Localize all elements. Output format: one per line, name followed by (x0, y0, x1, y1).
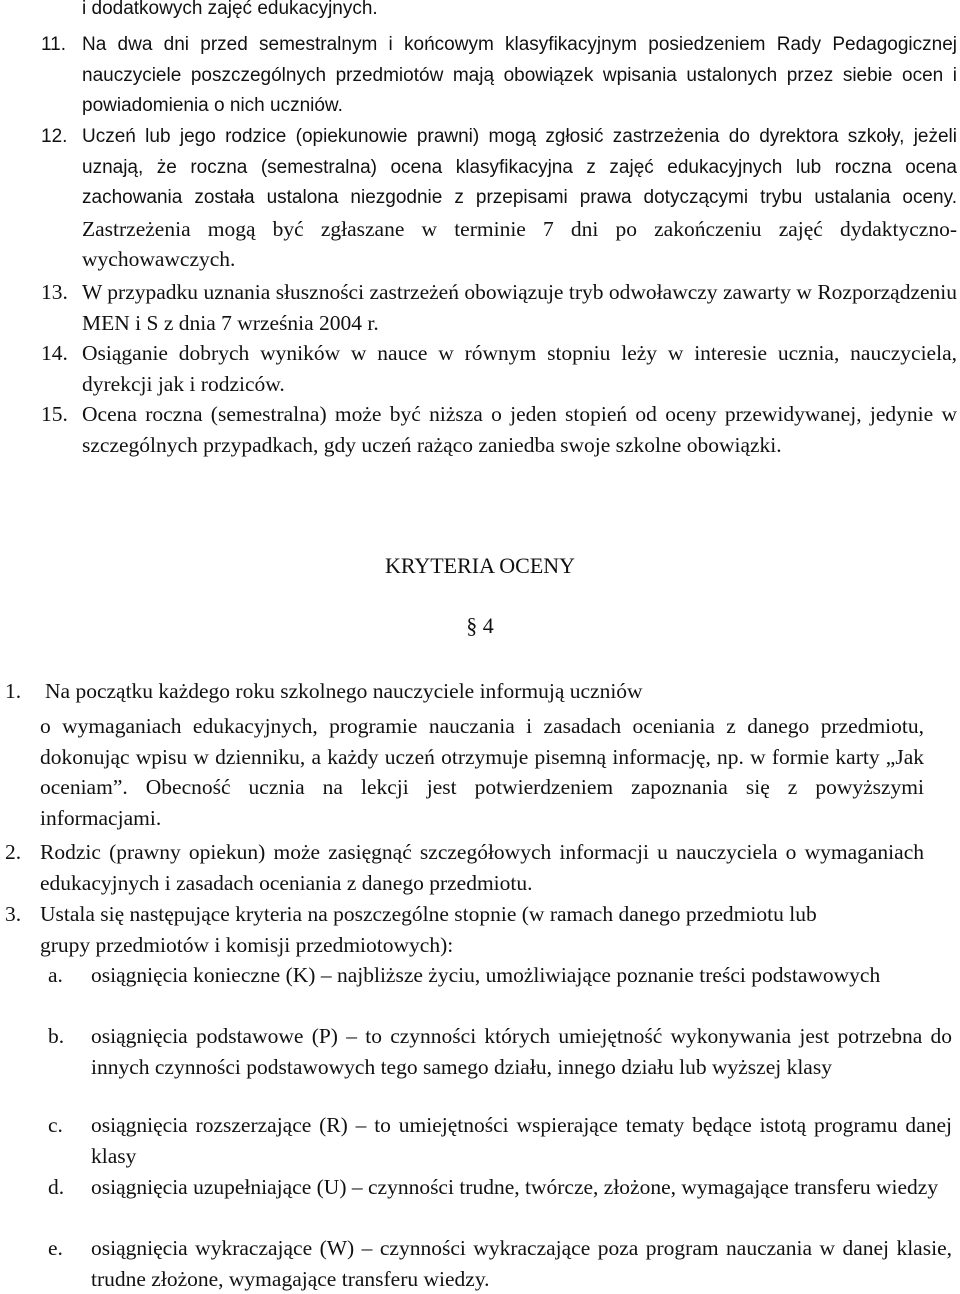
item-number: 12. (41, 126, 68, 147)
item-text: Na dwa dni przed semestralnym i końcowym klasyfikacyjnym posiedzeniem Rady Pedagogicznej nauczyciele poszczególnych przedmiotów mają obowiązek wpisania ustalonych przez siebie ocen i powiadomienia o nich uczniów. (82, 34, 957, 116)
item-first-line: Na początku każdego roku szkolnego nauczyciele informują uczniów (45, 679, 643, 703)
criteria-item-1 (5, 676, 935, 707)
subitem-letter: b. (48, 1024, 65, 1048)
item-text: Ocena roczna (semestralna) może być niższa o jeden stopień od oceny przewidywanej, jedynie w szczególnych przypadkach, gdy uczeń rażąco zaniedba swoje szkolne obowiązki. (82, 402, 957, 457)
list-item-12 (41, 122, 957, 275)
item-number: 2. (5, 840, 22, 864)
continuation-line: i dodatkowych zajęć edukacyjnych. (82, 0, 378, 19)
section-heading (0, 553, 960, 579)
subitem-letter: a. (48, 963, 63, 987)
subitem-text: osiągnięcia rozszerzające (R) – to umiejętności wspierające tematy będące istotą programu danej klasy (91, 1113, 952, 1168)
criteria-item-3 (5, 899, 845, 960)
subitem-b (48, 1021, 960, 1082)
list-item-14 (41, 338, 957, 399)
item-text: W przypadku uznania słuszności zastrzeżeń obowiązuje tryb odwoławczy zawarty w Rozporządzeniu MEN i S z dnia 7 września 2004 r. (82, 280, 957, 335)
subitem-text: osiągnięcia podstawowe (P) – to czynności których umiejętność wykonywania jest potrzebna do innych czynności podstawowych tego samego działu, innego działu lub wyższej klasy (91, 1024, 952, 1079)
list-item-13 (41, 277, 957, 338)
item-number: 11. (41, 34, 67, 55)
subitem-letter: d. (48, 1175, 65, 1199)
heading-text: KRYTERIA OCENY (384, 553, 576, 578)
subitem-letter: e. (48, 1236, 63, 1260)
list-item-15 (41, 399, 957, 460)
item-number: 1. (5, 679, 22, 703)
item-text-serif-part: Zastrzeżenia mogą być zgłaszane w terminie 7 dni po zakończeniu zajęć dydaktyczno-wychowawczych. (82, 216, 957, 271)
item-text: Osiąganie dobrych wyników w nauce w równym stopniu leży w interesie ucznia, nauczyciela, dyrekcji jak i rodziców. (82, 341, 957, 396)
item-number: 15. (41, 402, 68, 426)
list-item-11 (41, 30, 957, 122)
paragraph-sign: § 4 (466, 613, 494, 638)
subitem-text: osiągnięcia uzupełniające (U) – czynności trudne, twórcze, złożone, wymagające transferu wiedzy (91, 1175, 939, 1199)
item-number: 3. (5, 902, 22, 926)
subitem-c (48, 1110, 960, 1171)
item-text: Rodzic (prawny opiekun) może zasięgnąć szczegółowych informacji u nauczyciela o wymaganiach edukacyjnych i zasadach oceniania z danego przedmiotu. (40, 840, 924, 895)
item-text (82, 122, 957, 275)
criteria-item-2 (5, 837, 924, 898)
item-text: Ustala się następujące kryteria na poszczególne stopnie (w ramach danego przedmiotu lub grupy przedmiotów i komisji przedmiotowych): (40, 902, 817, 957)
criteria-item-1-continuation: o wymaganiach edukacyjnych, programie nauczania i zasadach oceniania z danego przedmiotu, dokonując wpisu w dzienniku, a każdy uczeń otrzymuje pisemną informację, np. w formie karty „Jak oceniam”. Obecność ucznia na lekcji jest potwierdzeniem zapoznania się z powyższymi informacjami. (40, 714, 924, 830)
item-number: 13. (41, 280, 68, 304)
subitem-letter: c. (48, 1113, 63, 1137)
subitem-text: osiągnięcia wykraczające (W) – czynności wykraczające poza program nauczania w danej klasie, trudne złożone, wymagające transferu wiedzy. (91, 1236, 952, 1291)
subitem-e (48, 1233, 960, 1294)
subitem-d (48, 1172, 960, 1203)
item-number: 14. (41, 341, 68, 365)
subitem-a (48, 960, 960, 991)
item-text-sans-part: Uczeń lub jego rodzice (opiekunowie prawni) mogą zgłosić zastrzeżenia do dyrektora szkoły, jeżeli uznają, że roczna (semestralna) ocena klasyfikacyjna z zajęć edukacyjnych lub roczna ocena zachowania została ustalona niezgodnie z przepisami prawa dotyczącymi trybu ustalania oceny. (82, 126, 957, 208)
subitem-text: osiągnięcia konieczne (K) – najbliższe życiu, umożliwiające poznanie treści podstawowych (91, 963, 881, 987)
